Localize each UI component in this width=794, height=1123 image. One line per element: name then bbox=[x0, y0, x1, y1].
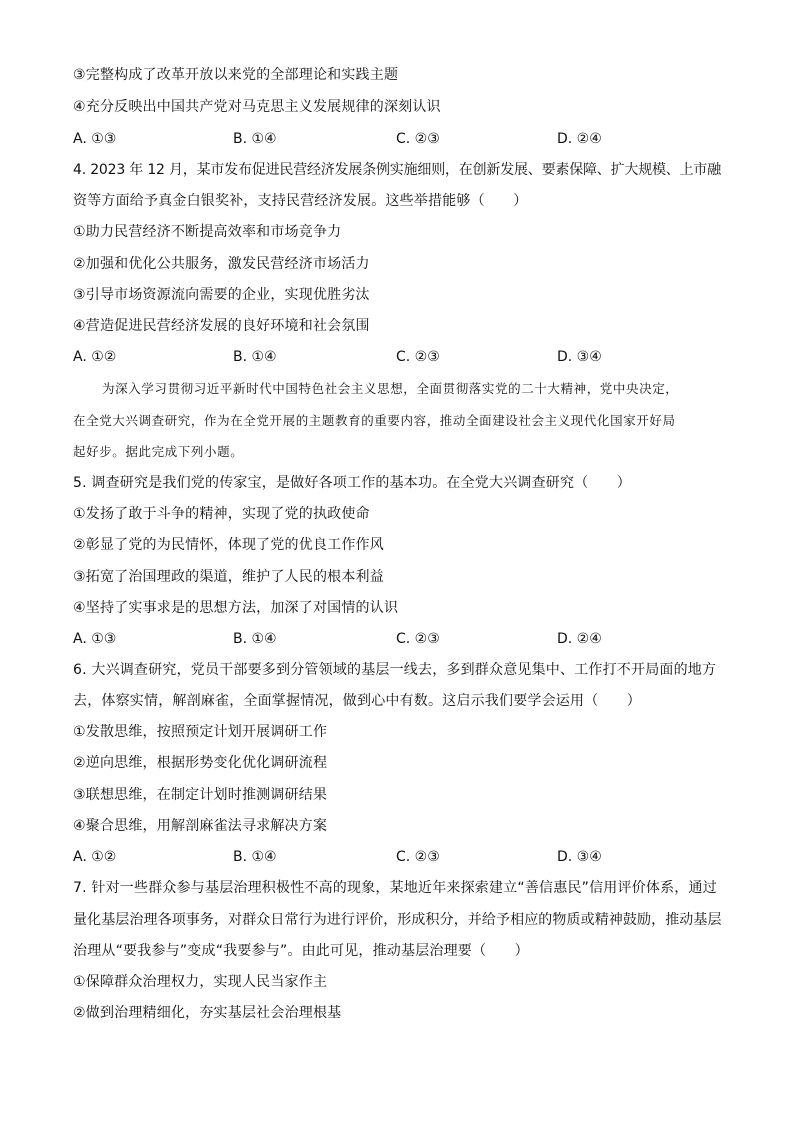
q6-stem-line-2: 去，体察实情，解剖麻雀，全面掌握情况，做到心中有数。这启示我们要学会运用（ ） bbox=[73, 693, 641, 709]
q5-option-a[interactable]: A. ①③ bbox=[73, 631, 117, 647]
q7-statement-1: ①保障群众治理权力，实现人民当家作主 bbox=[73, 974, 328, 990]
q6-statement-3: ③联想思维，在制定计划时推测调研结果 bbox=[73, 787, 328, 803]
q3-option-c[interactable]: C. ②③ bbox=[396, 131, 440, 147]
q6-option-b[interactable]: B. ①④ bbox=[233, 849, 277, 865]
q4-stem-line-2: 资等方面给予真金白银奖补，支持民营经济发展。这些举措能够（ ） bbox=[73, 193, 528, 209]
material-line-2: 在全党大兴调查研究，作为在全党开展的主题教育的重要内容，推动全面建设社会主义现代化国家开好局 bbox=[73, 413, 676, 428]
q4-statement-1: ①助力民营经济不断提高效率和市场竞争力 bbox=[73, 224, 342, 240]
q3-option-a[interactable]: A. ①③ bbox=[73, 131, 117, 147]
q5-option-d[interactable]: D. ②④ bbox=[557, 631, 602, 647]
q4-option-d[interactable]: D. ③④ bbox=[557, 349, 602, 365]
q4-statement-3: ③引导市场资源流向需要的企业，实现优胜劣汰 bbox=[73, 287, 370, 303]
q7-stem-line-1: 7. 针对一些群众参与基层治理积极性不高的现象，某地近年来探索建立“善信惠民”信用评价体系，通过 bbox=[73, 880, 717, 896]
q4-option-c[interactable]: C. ②③ bbox=[396, 349, 440, 365]
q7-stem-line-3: 治理从“要我参与”变成“我要参与”。由此可见，推动基层治理要（ ） bbox=[73, 943, 529, 959]
q4-stem-line-1: 4. 2023 年 12 月，某市发布促进民营经济发展条例实施细则，在创新发展、要素保障、扩大规模、上市融 bbox=[73, 162, 721, 178]
q6-statement-2: ②逆向思维，根据形势变化优化调研流程 bbox=[73, 755, 328, 771]
q6-option-c[interactable]: C. ②③ bbox=[396, 849, 440, 865]
q6-statement-4: ④聚合思维，用解剖麻雀法寻求解决方案 bbox=[73, 818, 328, 834]
q7-stem-line-2: 量化基层治理各项事务，对群众日常行为进行评价，形成积分，并给予相应的物质或精神鼓励，推动基层 bbox=[73, 912, 722, 928]
q3-option-d[interactable]: D. ②④ bbox=[557, 131, 602, 147]
q4-statement-4: ④营造促进民营经济发展的良好环境和社会氛围 bbox=[73, 318, 370, 334]
q6-option-a[interactable]: A. ①② bbox=[73, 849, 117, 865]
q6-stem-line-1: 6. 大兴调查研究，党员干部要多到分管领域的基层一线去，多到群众意见集中、工作打不开局面的地方 bbox=[73, 662, 717, 678]
q6-statement-1: ①发散思维，按照预定计划开展调研工作 bbox=[73, 724, 328, 740]
q5-option-c[interactable]: C. ②③ bbox=[396, 631, 440, 647]
material-line-1: 为深入学习贯彻习近平新时代中国特色社会主义思想，全面贯彻落实党的二十大精神，党中央决定， bbox=[102, 381, 679, 396]
q4-option-a[interactable]: A. ①② bbox=[73, 349, 117, 365]
q3-statement-3: ③完整构成了改革开放以来党的全部理论和实践主题 bbox=[73, 67, 399, 83]
q5-statement-2: ②彰显了党的为民情怀，体现了党的优良工作作风 bbox=[73, 537, 384, 553]
q5-statement-3: ③拓宽了治国理政的渠道，维护了人民的根本利益 bbox=[73, 569, 384, 585]
q7-statement-2: ②做到治理精细化，夯实基层社会治理根基 bbox=[73, 1005, 342, 1021]
q5-stem-line-1: 5. 调查研究是我们党的传家宝，是做好各项工作的基本功。在全党大兴调查研究（ ） bbox=[73, 475, 632, 491]
q4-statement-2: ②加强和优化公共服务，激发民营经济市场活力 bbox=[73, 256, 370, 272]
q3-option-b[interactable]: B. ①④ bbox=[233, 131, 277, 147]
q3-statement-4: ④充分反映出中国共产党对马克思主义发展规律的深刻认识 bbox=[73, 99, 441, 115]
q5-statement-1: ①发扬了敢于斗争的精神，实现了党的执政使命 bbox=[73, 506, 370, 522]
q5-statement-4: ④坚持了实事求是的思想方法，加深了对国情的认识 bbox=[73, 600, 399, 616]
q5-option-b[interactable]: B. ①④ bbox=[233, 631, 277, 647]
q6-option-d[interactable]: D. ③④ bbox=[557, 849, 602, 865]
q4-option-b[interactable]: B. ①④ bbox=[233, 349, 277, 365]
material-line-3: 起好步。据此完成下列小题。 bbox=[73, 444, 244, 459]
